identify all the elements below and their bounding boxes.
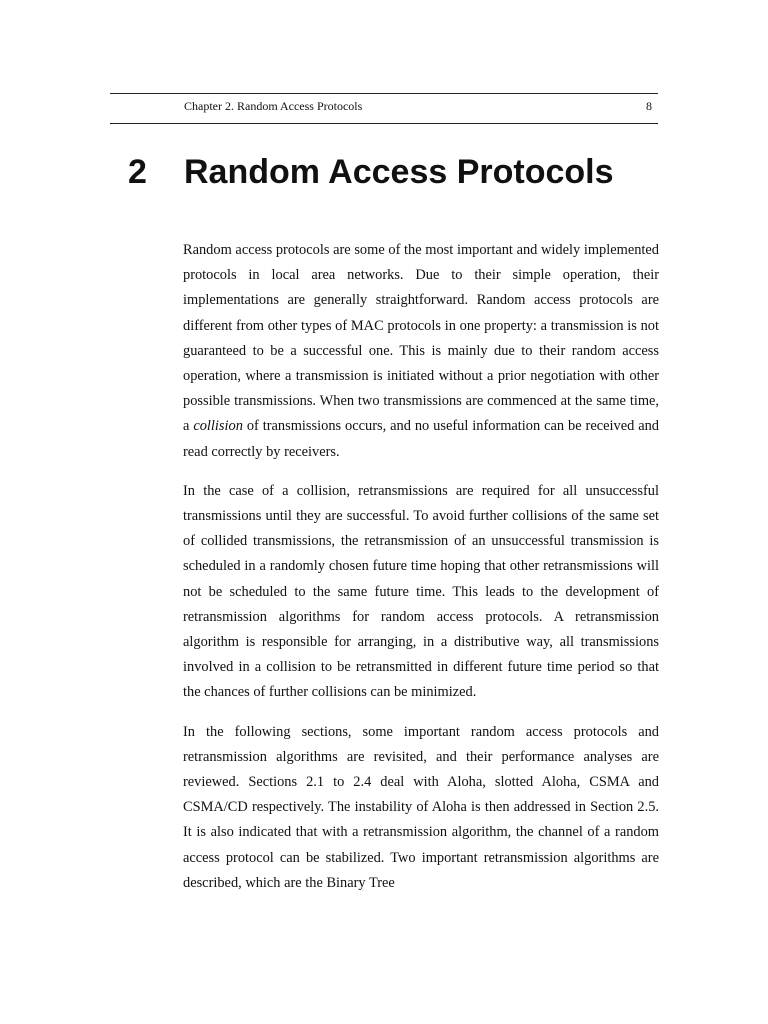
- paragraph-1: [183, 238, 659, 465]
- paragraph-2: In the case of a collision, retransmissions are required for all unsuccessful transmissions until they are successful. To avoid further collisions of the same set of collided transmissions, the retransmission of an unsuccessful transmission is scheduled in a randomly chosen future time hoping that other retransmissions will not be scheduled to the same future time. This leads to the development of retransmission algorithms for random access protocols. A retransmission algorithm is responsible for arranging, in a distributive way, all transmissions involved in a collision to be retransmitted in different future time period so that the chances of further collisions can be minimized.: [183, 482, 659, 701]
- running-header: [110, 93, 658, 124]
- paragraph-1-emphasis: collision: [193, 418, 243, 435]
- paragraph-1-text-a: Random access protocols are some of the most important and widely implemented protocols in local area networks. Due to their simple operation, their implementations are generally straightforward. Random access protocols are different from other types of MAC protocols in one property: a transmission is not guaranteed to be a successful one. This is mainly due to their random access operation, where a transmission is initiated without a prior negotiation with other possible transmissions. When two transmissions are commenced at the same time, a: [183, 242, 659, 435]
- page-number: 8: [646, 99, 652, 113]
- chapter-number: 2: [128, 153, 147, 191]
- chapter-title: Random Access Protocols: [184, 153, 614, 191]
- paragraph-1-text-b: of transmissions occurs, and no useful information can be received and read correctly by receivers.: [183, 418, 659, 460]
- running-header-chapter: Chapter 2. Random Access Protocols: [184, 99, 363, 113]
- body-text: [183, 238, 659, 910]
- chapter-heading: [128, 150, 614, 194]
- paragraph-3: In the following sections, some important random access protocols and retransmission algorithms are revisited, and their performance analyses are reviewed. Sections 2.1 to 2.4 deal with Aloha, slotted Aloha, CSMA and CSMA/CD respectively. The instability of Aloha is then addressed in Section 2.5. It is also indicated that with a retransmission algorithm, the channel of a random access protocol can be stabilized. Two important retransmission algorithms are described, which are the Binary Tree: [183, 723, 659, 891]
